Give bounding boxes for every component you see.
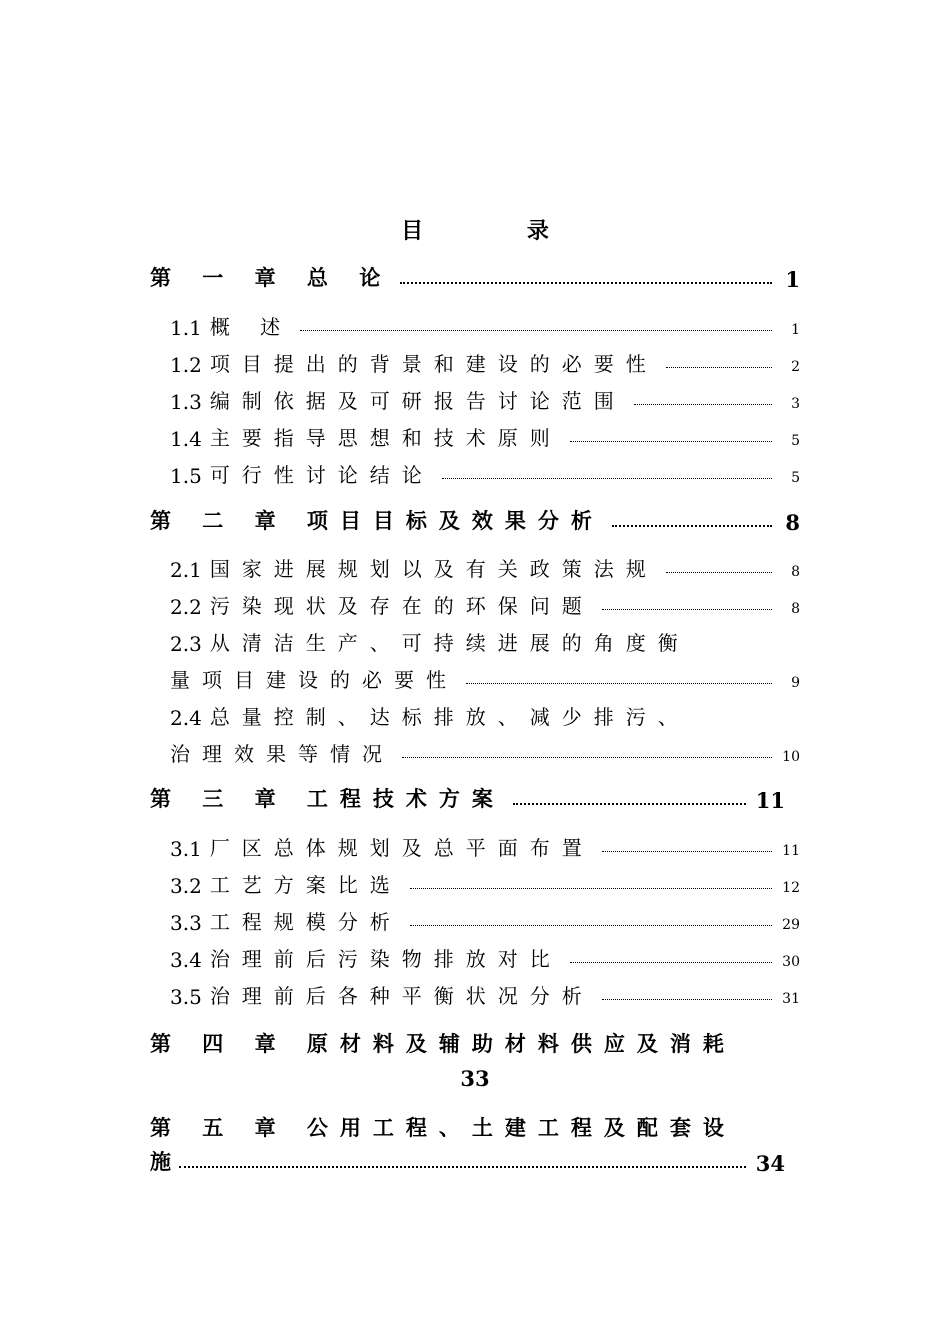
section-title-cont: 量项目建设的必要性 xyxy=(170,668,458,692)
section-title-cont: 治理效果等情况 xyxy=(170,742,394,766)
dot-leader xyxy=(634,404,772,405)
section-title: 治理前后污染物排放对比 xyxy=(209,947,562,971)
toc-section-3-4[interactable] xyxy=(170,942,800,972)
page-number: 5 xyxy=(791,470,800,486)
dot-leader xyxy=(602,851,772,852)
toc-chapter-1[interactable] xyxy=(150,262,800,292)
toc-section-2-2[interactable] xyxy=(170,589,800,619)
page-number: 10 xyxy=(782,749,800,765)
chapter-label-cont: 施 xyxy=(150,1149,171,1174)
dot-leader xyxy=(570,441,772,442)
toc-section-2-1[interactable] xyxy=(170,552,800,582)
toc-section-1-5[interactable] xyxy=(170,458,800,488)
section-title: 污染现状及存在的环保问题 xyxy=(209,594,594,618)
page-number: 3 xyxy=(791,396,800,412)
toc-section-3-5[interactable] xyxy=(170,979,800,1009)
toc-title: 目 录 xyxy=(401,218,549,244)
toc-section-1-2[interactable] xyxy=(170,347,800,377)
toc-chapter-4-page: 33 xyxy=(460,1066,490,1091)
page-number: 9 xyxy=(791,675,800,691)
dot-leader xyxy=(442,478,772,479)
page-number: 8 xyxy=(791,601,800,617)
page-number: 1 xyxy=(785,267,800,292)
page-number: 8 xyxy=(791,564,800,580)
section-title: 项目提出的背景和建设的必要性 xyxy=(209,352,658,376)
section-number: 3.2 xyxy=(170,874,202,898)
section-title: 编制依据及可研报告讨论范围 xyxy=(209,389,626,413)
toc-section-1-4[interactable] xyxy=(170,421,800,451)
section-number: 3.3 xyxy=(170,911,202,935)
section-number: 2.1 xyxy=(170,558,202,582)
section-number: 1.3 xyxy=(170,390,202,414)
dot-leader xyxy=(410,925,772,926)
chapter-label: 第 三 章 工程技术方案 xyxy=(150,786,505,811)
page-number: 34 xyxy=(755,1151,785,1176)
toc-chapter-4[interactable]: 第 四 章 原材料及辅助材料供应及消耗 xyxy=(150,1031,736,1056)
chapter-label: 第 一 章 总 论 xyxy=(150,265,393,290)
page-number: 29 xyxy=(782,917,800,933)
toc-section-3-1[interactable] xyxy=(170,831,800,861)
toc-section-3-3[interactable] xyxy=(170,905,800,935)
page-number: 11 xyxy=(782,843,800,859)
section-title: 工艺方案比选 xyxy=(209,873,402,897)
dot-leader xyxy=(400,282,772,284)
toc-section-2-4-line1[interactable] xyxy=(170,700,800,730)
section-number: 2.4 xyxy=(170,706,202,730)
toc-section-3-2[interactable] xyxy=(170,868,800,898)
dot-leader xyxy=(300,330,772,331)
dot-leader xyxy=(513,803,746,805)
page-number: 8 xyxy=(785,510,800,535)
dot-leader xyxy=(602,999,772,1000)
dot-leader xyxy=(612,525,772,527)
dot-leader xyxy=(570,962,772,963)
section-number: 3.5 xyxy=(170,985,202,1009)
section-title: 概 述 xyxy=(209,315,293,339)
dot-leader xyxy=(466,683,772,684)
toc-section-1-3[interactable] xyxy=(170,384,800,414)
page-number: 30 xyxy=(782,954,800,970)
dot-leader xyxy=(402,757,772,758)
section-number: 3.4 xyxy=(170,948,202,972)
section-title: 可行性讨论结论 xyxy=(209,463,434,487)
toc-chapter-3[interactable] xyxy=(150,783,785,813)
toc-section-1-1[interactable] xyxy=(170,310,800,340)
page-number: 31 xyxy=(782,991,800,1007)
section-number: 1.4 xyxy=(170,427,202,451)
page-number: 12 xyxy=(782,880,800,896)
section-title: 国家进展规划以及有关政策法规 xyxy=(209,557,658,581)
dot-leader xyxy=(666,367,772,368)
toc-section-2-3-line1[interactable] xyxy=(170,626,800,656)
section-number: 1.5 xyxy=(170,464,202,488)
section-title: 工程规模分析 xyxy=(209,910,402,934)
page-number: 1 xyxy=(791,322,800,338)
toc-section-2-4-line2[interactable] xyxy=(170,737,800,767)
section-title: 总量控制、达标排放、减少排污、 xyxy=(209,705,690,729)
page-number: 5 xyxy=(791,433,800,449)
dot-leader xyxy=(666,572,772,573)
section-title: 治理前后各种平衡状况分析 xyxy=(209,984,594,1008)
section-title: 从清洁生产、可持续进展的角度衡 xyxy=(209,631,690,655)
chapter-label: 第 二 章 项目目标及效果分析 xyxy=(150,508,604,533)
dot-leader xyxy=(602,609,772,610)
page-number: 11 xyxy=(755,788,785,813)
section-number: 1.2 xyxy=(170,353,202,377)
toc-section-2-3-line2[interactable] xyxy=(170,663,800,693)
section-number: 2.3 xyxy=(170,632,202,656)
page-number: 2 xyxy=(791,359,800,375)
section-number: 2.2 xyxy=(170,595,202,619)
toc-chapter-5-line2[interactable] xyxy=(150,1146,785,1176)
dot-leader xyxy=(179,1166,746,1168)
toc-chapter-2[interactable] xyxy=(150,505,800,535)
section-title: 厂区总体规划及总平面布置 xyxy=(209,836,594,860)
dot-leader xyxy=(410,888,772,889)
section-title: 主要指导思想和技术原则 xyxy=(209,426,562,450)
section-number: 1.1 xyxy=(170,316,202,340)
toc-chapter-5-line1[interactable]: 第 五 章 公用工程、土建工程及配套设 xyxy=(150,1115,736,1140)
section-number: 3.1 xyxy=(170,837,202,861)
